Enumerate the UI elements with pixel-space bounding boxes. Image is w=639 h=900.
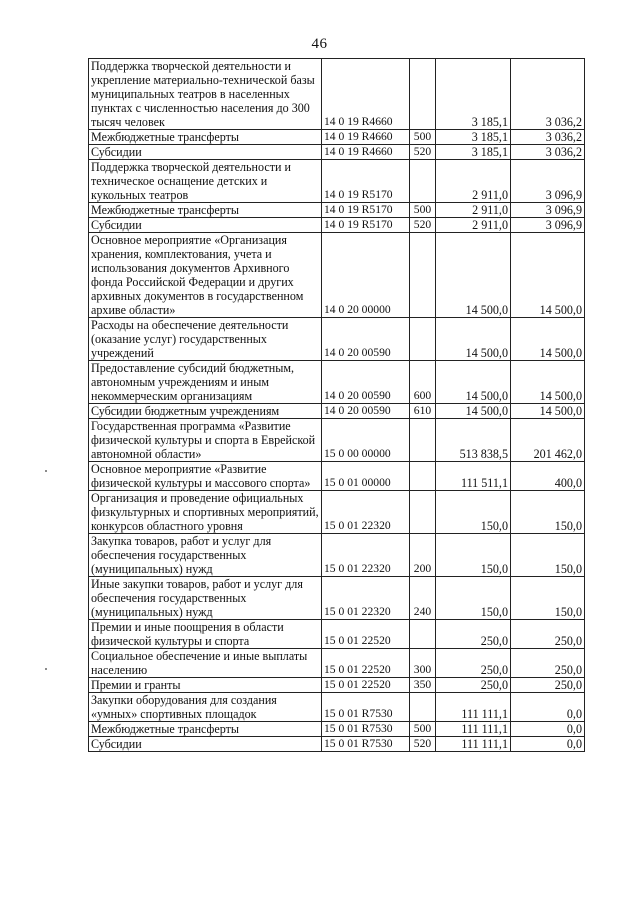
row-target-code: 14 0 20 00590 bbox=[322, 404, 410, 419]
budget-table bbox=[88, 58, 585, 752]
row-amount-year-2: 3 096,9 bbox=[511, 160, 585, 203]
row-amount-year-1: 513 838,5 bbox=[436, 419, 511, 462]
row-amount-year-2: 3 036,2 bbox=[511, 145, 585, 160]
table-row bbox=[89, 491, 585, 534]
table-row bbox=[89, 218, 585, 233]
table-row bbox=[89, 203, 585, 218]
table-row bbox=[89, 649, 585, 678]
row-amount-year-2: 201 462,0 bbox=[511, 419, 585, 462]
row-amount-year-1: 111 511,1 bbox=[436, 462, 511, 491]
row-target-code: 15 0 01 R7530 bbox=[322, 693, 410, 722]
table-row bbox=[89, 462, 585, 491]
row-name: Субсидии bbox=[89, 737, 322, 752]
row-amount-year-1: 14 500,0 bbox=[436, 233, 511, 318]
row-name: Премии и гранты bbox=[89, 678, 322, 693]
row-amount-year-1: 2 911,0 bbox=[436, 218, 511, 233]
row-amount-year-1: 150,0 bbox=[436, 491, 511, 534]
row-expense-type: 520 bbox=[410, 737, 436, 752]
row-target-code: 15 0 00 00000 bbox=[322, 419, 410, 462]
row-name: Межбюджетные трансферты bbox=[89, 203, 322, 218]
row-amount-year-1: 250,0 bbox=[436, 620, 511, 649]
row-expense-type bbox=[410, 160, 436, 203]
scan-speck bbox=[45, 470, 47, 472]
row-amount-year-1: 3 185,1 bbox=[436, 130, 511, 145]
row-amount-year-1: 150,0 bbox=[436, 577, 511, 620]
row-amount-year-2: 3 036,2 bbox=[511, 59, 585, 130]
row-name: Иные закупки товаров, работ и услуг для обеспечения государственных (муниципальных) нужд bbox=[89, 577, 322, 620]
row-amount-year-1: 111 111,1 bbox=[436, 693, 511, 722]
row-expense-type: 300 bbox=[410, 649, 436, 678]
row-expense-type bbox=[410, 462, 436, 491]
row-amount-year-1: 3 185,1 bbox=[436, 145, 511, 160]
row-name: Премии и иные поощрения в области физической культуры и спорта bbox=[89, 620, 322, 649]
row-amount-year-1: 111 111,1 bbox=[436, 737, 511, 752]
row-amount-year-1: 250,0 bbox=[436, 649, 511, 678]
row-name: Поддержка творческой деятельности и техническое оснащение детских и кукольных театров bbox=[89, 160, 322, 203]
row-name: Социальное обеспечение и иные выплаты населению bbox=[89, 649, 322, 678]
row-amount-year-2: 0,0 bbox=[511, 722, 585, 737]
table-row bbox=[89, 620, 585, 649]
row-expense-type: 500 bbox=[410, 203, 436, 218]
row-target-code: 14 0 19 R5170 bbox=[322, 218, 410, 233]
row-target-code: 15 0 01 00000 bbox=[322, 462, 410, 491]
row-name: Основное мероприятие «Организация хранения, комплектования, учета и использования документов Архивного фонда Российской Федерации и других архивных документов в государственном архиве области» bbox=[89, 233, 322, 318]
table-row bbox=[89, 404, 585, 419]
row-target-code: 14 0 20 00590 bbox=[322, 318, 410, 361]
row-expense-type bbox=[410, 419, 436, 462]
row-amount-year-2: 150,0 bbox=[511, 534, 585, 577]
row-name: Закупки оборудования для создания «умных» спортивных площадок bbox=[89, 693, 322, 722]
table-row bbox=[89, 361, 585, 404]
row-name: Расходы на обеспечение деятельности (оказание услуг) государственных учреждений bbox=[89, 318, 322, 361]
row-amount-year-1: 14 500,0 bbox=[436, 404, 511, 419]
row-name: Межбюджетные трансферты bbox=[89, 722, 322, 737]
row-expense-type: 350 bbox=[410, 678, 436, 693]
row-expense-type: 500 bbox=[410, 130, 436, 145]
row-name: Предоставление субсидий бюджетным, автономным учреждениям и иным некоммерческим организациям bbox=[89, 361, 322, 404]
row-name: Субсидии bbox=[89, 218, 322, 233]
row-name: Государственная программа «Развитие физической культуры и спорта в Еврейской автономной области» bbox=[89, 419, 322, 462]
table-row bbox=[89, 678, 585, 693]
row-expense-type: 200 bbox=[410, 534, 436, 577]
row-amount-year-1: 150,0 bbox=[436, 534, 511, 577]
table-row bbox=[89, 233, 585, 318]
row-amount-year-2: 14 500,0 bbox=[511, 233, 585, 318]
table-row bbox=[89, 145, 585, 160]
row-amount-year-2: 400,0 bbox=[511, 462, 585, 491]
row-target-code: 15 0 01 22320 bbox=[322, 534, 410, 577]
page-number: 46 bbox=[311, 36, 328, 52]
row-amount-year-2: 250,0 bbox=[511, 678, 585, 693]
row-amount-year-2: 150,0 bbox=[511, 577, 585, 620]
row-amount-year-1: 111 111,1 bbox=[436, 722, 511, 737]
row-amount-year-2: 3 036,2 bbox=[511, 130, 585, 145]
row-target-code: 15 0 01 22520 bbox=[322, 620, 410, 649]
row-target-code: 15 0 01 22320 bbox=[322, 577, 410, 620]
row-amount-year-2: 250,0 bbox=[511, 620, 585, 649]
row-expense-type: 610 bbox=[410, 404, 436, 419]
row-target-code: 15 0 01 22520 bbox=[322, 649, 410, 678]
row-expense-type bbox=[410, 233, 436, 318]
row-target-code: 14 0 19 R5170 bbox=[322, 160, 410, 203]
row-expense-type: 500 bbox=[410, 722, 436, 737]
row-expense-type: 240 bbox=[410, 577, 436, 620]
row-amount-year-1: 3 185,1 bbox=[436, 59, 511, 130]
row-name: Субсидии bbox=[89, 145, 322, 160]
row-target-code: 14 0 20 00590 bbox=[322, 361, 410, 404]
row-target-code: 15 0 01 R7530 bbox=[322, 722, 410, 737]
row-amount-year-2: 150,0 bbox=[511, 491, 585, 534]
table-row bbox=[89, 59, 585, 130]
row-name: Закупка товаров, работ и услуг для обеспечения государственных (муниципальных) нужд bbox=[89, 534, 322, 577]
row-expense-type bbox=[410, 693, 436, 722]
row-expense-type: 520 bbox=[410, 145, 436, 160]
row-target-code: 14 0 19 R4660 bbox=[322, 145, 410, 160]
row-target-code: 14 0 19 R4660 bbox=[322, 59, 410, 130]
row-amount-year-2: 0,0 bbox=[511, 737, 585, 752]
row-amount-year-1: 14 500,0 bbox=[436, 318, 511, 361]
table-row bbox=[89, 130, 585, 145]
row-expense-type bbox=[410, 318, 436, 361]
row-amount-year-2: 14 500,0 bbox=[511, 361, 585, 404]
budget-table-body bbox=[89, 59, 585, 752]
table-row bbox=[89, 419, 585, 462]
table-row bbox=[89, 693, 585, 722]
row-target-code: 14 0 20 00000 bbox=[322, 233, 410, 318]
table-row bbox=[89, 577, 585, 620]
row-amount-year-2: 0,0 bbox=[511, 693, 585, 722]
row-amount-year-1: 250,0 bbox=[436, 678, 511, 693]
row-amount-year-2: 3 096,9 bbox=[511, 203, 585, 218]
row-name: Основное мероприятие «Развитие физической культуры и массового спорта» bbox=[89, 462, 322, 491]
row-amount-year-2: 3 096,9 bbox=[511, 218, 585, 233]
row-amount-year-1: 14 500,0 bbox=[436, 361, 511, 404]
row-expense-type bbox=[410, 620, 436, 649]
table-row bbox=[89, 737, 585, 752]
row-expense-type bbox=[410, 59, 436, 130]
row-name: Организация и проведение официальных физкультурных и спортивных мероприятий, конкурсов областного уровня bbox=[89, 491, 322, 534]
row-amount-year-2: 14 500,0 bbox=[511, 318, 585, 361]
table-row bbox=[89, 534, 585, 577]
row-amount-year-2: 250,0 bbox=[511, 649, 585, 678]
row-target-code: 14 0 19 R5170 bbox=[322, 203, 410, 218]
row-name: Поддержка творческой деятельности и укрепление материально-технической базы муниципальных театров в населенных пунктах с численностью населения до 300 тысяч человек bbox=[89, 59, 322, 130]
table-row bbox=[89, 722, 585, 737]
table-row bbox=[89, 160, 585, 203]
row-target-code: 14 0 19 R4660 bbox=[322, 130, 410, 145]
row-target-code: 15 0 01 22320 bbox=[322, 491, 410, 534]
row-name: Субсидии бюджетным учреждениям bbox=[89, 404, 322, 419]
table-row bbox=[89, 318, 585, 361]
row-name: Межбюджетные трансферты bbox=[89, 130, 322, 145]
row-target-code: 15 0 01 R7530 bbox=[322, 737, 410, 752]
row-amount-year-1: 2 911,0 bbox=[436, 160, 511, 203]
row-expense-type: 600 bbox=[410, 361, 436, 404]
row-amount-year-2: 14 500,0 bbox=[511, 404, 585, 419]
row-expense-type: 520 bbox=[410, 218, 436, 233]
row-amount-year-1: 2 911,0 bbox=[436, 203, 511, 218]
row-expense-type bbox=[410, 491, 436, 534]
scan-speck bbox=[45, 668, 47, 670]
row-target-code: 15 0 01 22520 bbox=[322, 678, 410, 693]
